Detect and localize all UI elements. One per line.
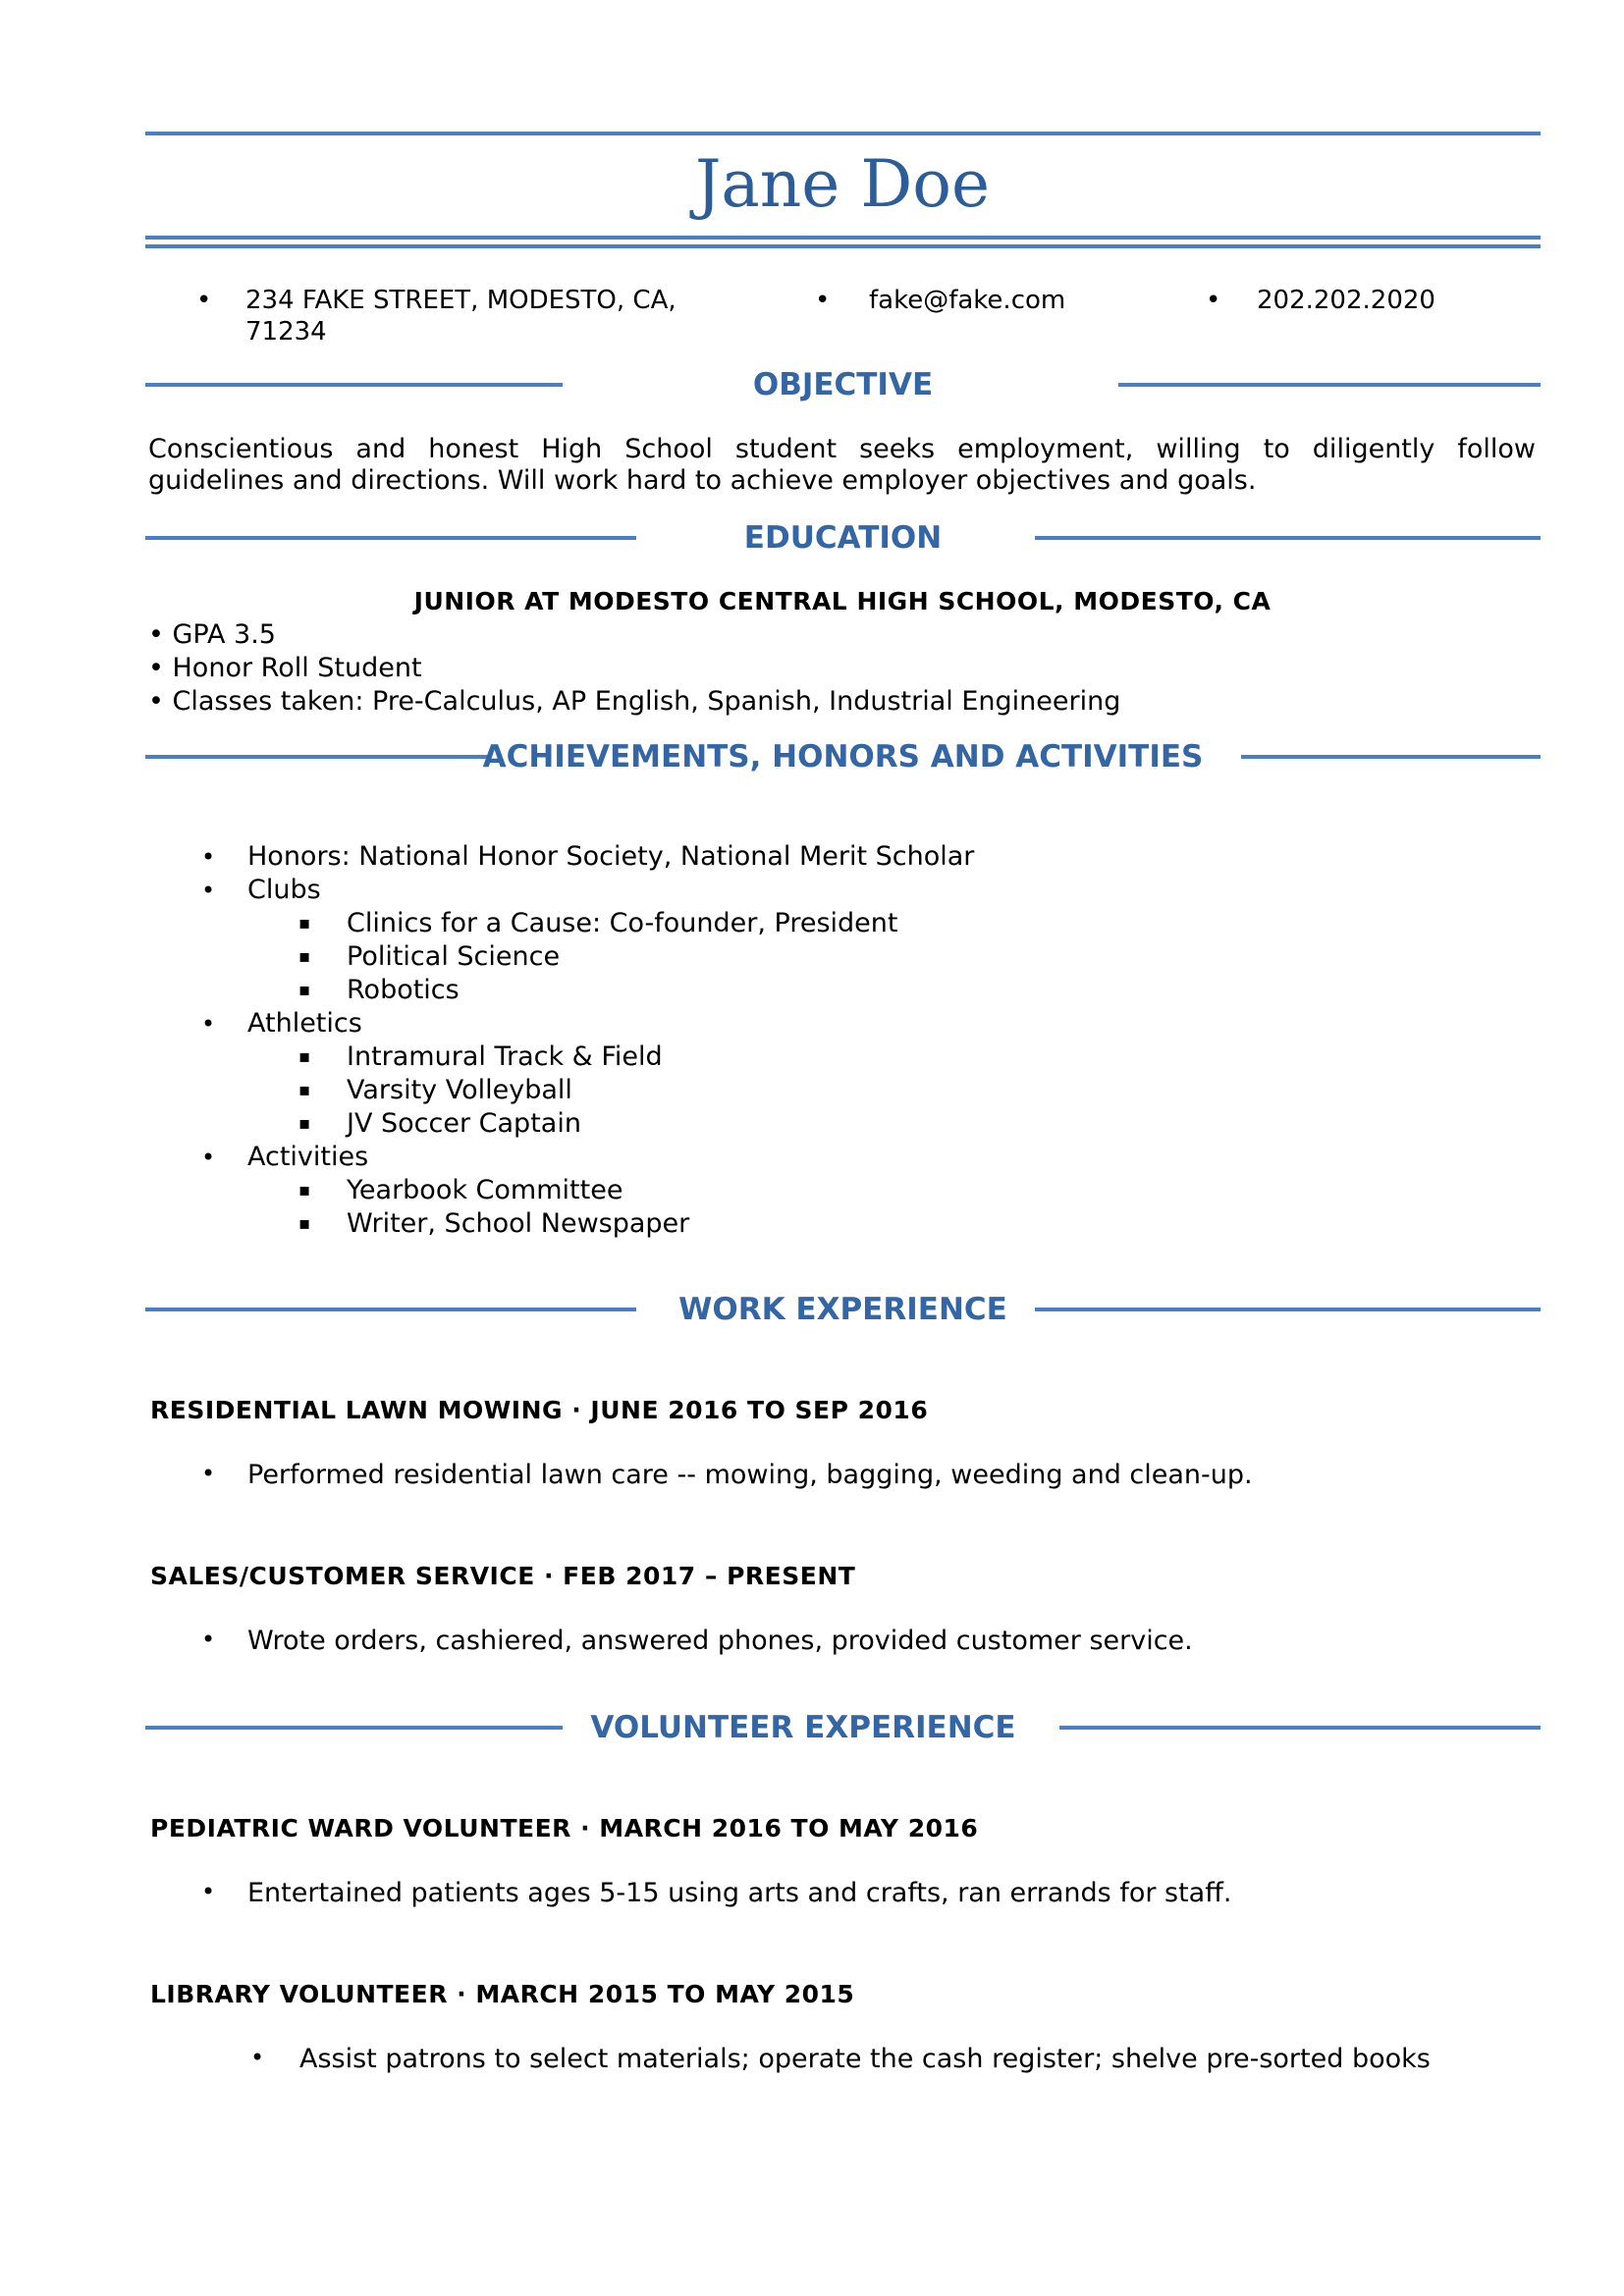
list-item: • Honor Roll Student [148, 653, 422, 683]
top-rule [145, 132, 1541, 135]
section-heading-volunteer [145, 1708, 1541, 1747]
square-bullet: ▪ [298, 1046, 311, 1067]
heading-rule-right [1241, 755, 1541, 759]
square-bullet: ▪ [298, 1080, 311, 1100]
bullet: • [201, 1144, 216, 1171]
objective-line-1: Conscientious and honest High School student seeks employment, willing to diligently follow [148, 434, 1536, 464]
section-heading-objective [145, 365, 1541, 404]
section-title: EDUCATION [743, 520, 943, 556]
heading-rule-right [1118, 383, 1541, 387]
heading-rule-right [1059, 1726, 1541, 1730]
section-heading-work [145, 1290, 1541, 1329]
job-title: PEDIATRIC WARD VOLUNTEER · MARCH 2016 TO MAY 2016 [150, 1814, 979, 1842]
bullet: • [201, 843, 216, 871]
bullet: • [250, 2044, 265, 2071]
heading-rule-right [1035, 536, 1541, 540]
bullet: • [815, 286, 831, 315]
square-bullet: ▪ [298, 1180, 311, 1201]
job-title: SALES/CUSTOMER SERVICE · FEB 2017 – PRESENT [150, 1562, 856, 1590]
section-title: WORK EXPERIENCE [678, 1292, 1007, 1327]
objective-line-2: guidelines and directions. Will work hard to achieve employer objectives and goals. [148, 465, 1257, 496]
bullet: • [201, 1460, 216, 1487]
bullet: • [201, 877, 216, 904]
square-bullet: ▪ [298, 1213, 311, 1234]
resume-page: Jane Doe • 234 FAKE STREET, MODESTO, CA, 71234 • fake@fake.com • 202.202.2020 OBJECTIVE Conscientious and honest High School student seeks employment, willing to diligently follow guidelines and directions. Will work hard to achieve employer objectives and goals. EDUCATION JUNIOR AT MODESTO CENTRAL HIGH SCHOOL, MODESTO, CA • GPA 3.5 • Honor Roll Student • Classes taken: Pre-Calculus, AP English, Spanish, Industrial Engineering ACHIEVEMENTS, HONORS AND ACTIVITIES • Honors: National Honor Society, National Merit Scholar • Clubs ▪ Clinics for a Cause: Co-founder, President ▪ Political Science ▪ Robotics • Athletics ▪ Intramural Track & Field ▪ Varsity Volleyball ▪ JV Soccer Captain • Activities ▪ Yearbook Committee ▪ Writer, School Newspaper WORK EXPERIENCE RESIDENTIAL LAWN MOWING · JUNE 2016 TO SEP 2016 • Performed residential lawn care -- mowing, bagging, weeding and clean-up. SALES/CUSTOMER SERVICE · FEB 2017 – PRESENT • Wrote orders, cashiered, answered phones, provided customer service. VOLUNTEER EXPERIENCE PEDIATRIC WARD VOLUNTEER · MARCH 2016 TO MAY 2016 • Entertained patients ages 5-15 using arts and crafts, ran errands for staff. LIBRARY VOLUNTEER · MARCH 2015 TO MAY 2015 • Assist patrons to select materials; operate the cash register; shelve pre-sorted books [0, 0, 1624, 2296]
school-title: JUNIOR AT MODESTO CENTRAL HIGH SCHOOL, MODESTO, CA [413, 587, 1272, 615]
name-underline-top [145, 236, 1541, 240]
name-underline-bottom [145, 244, 1541, 248]
list-item: • GPA 3.5 [148, 619, 276, 650]
candidate-name: Jane Doe [694, 146, 991, 222]
objective-text [148, 434, 1536, 497]
bullet: • [201, 1010, 216, 1038]
email-text: fake@fake.com [869, 286, 1066, 315]
heading-rule-right [1035, 1308, 1541, 1311]
address-line-2: 71234 [245, 317, 327, 347]
bullet: • [201, 1626, 216, 1653]
job-title: RESIDENTIAL LAWN MOWING · JUNE 2016 TO SEP 2016 [150, 1396, 929, 1424]
section-title: OBJECTIVE [752, 367, 934, 402]
bullet: • [1206, 286, 1221, 315]
education-list [148, 618, 1120, 719]
section-title: VOLUNTEER EXPERIENCE [590, 1710, 1016, 1745]
section-title: ACHIEVEMENTS, HONORS AND ACTIVITIES [482, 739, 1204, 774]
list-item: • Classes taken: Pre-Calculus, AP English, Spanish, Industrial Engineering [148, 686, 1121, 717]
square-bullet: ▪ [298, 913, 311, 934]
bullet: • [196, 286, 212, 315]
section-heading-education [145, 518, 1541, 558]
phone-text: 202.202.2020 [1257, 286, 1435, 315]
square-bullet: ▪ [298, 1113, 311, 1134]
section-heading-achievements [145, 737, 1541, 776]
square-bullet: ▪ [298, 980, 311, 1000]
bullet: • [201, 1878, 216, 1905]
square-bullet: ▪ [298, 946, 311, 967]
job-title: LIBRARY VOLUNTEER · MARCH 2015 TO MAY 2015 [150, 1980, 855, 2008]
address-line-1: 234 FAKE STREET, MODESTO, CA, [245, 286, 677, 315]
